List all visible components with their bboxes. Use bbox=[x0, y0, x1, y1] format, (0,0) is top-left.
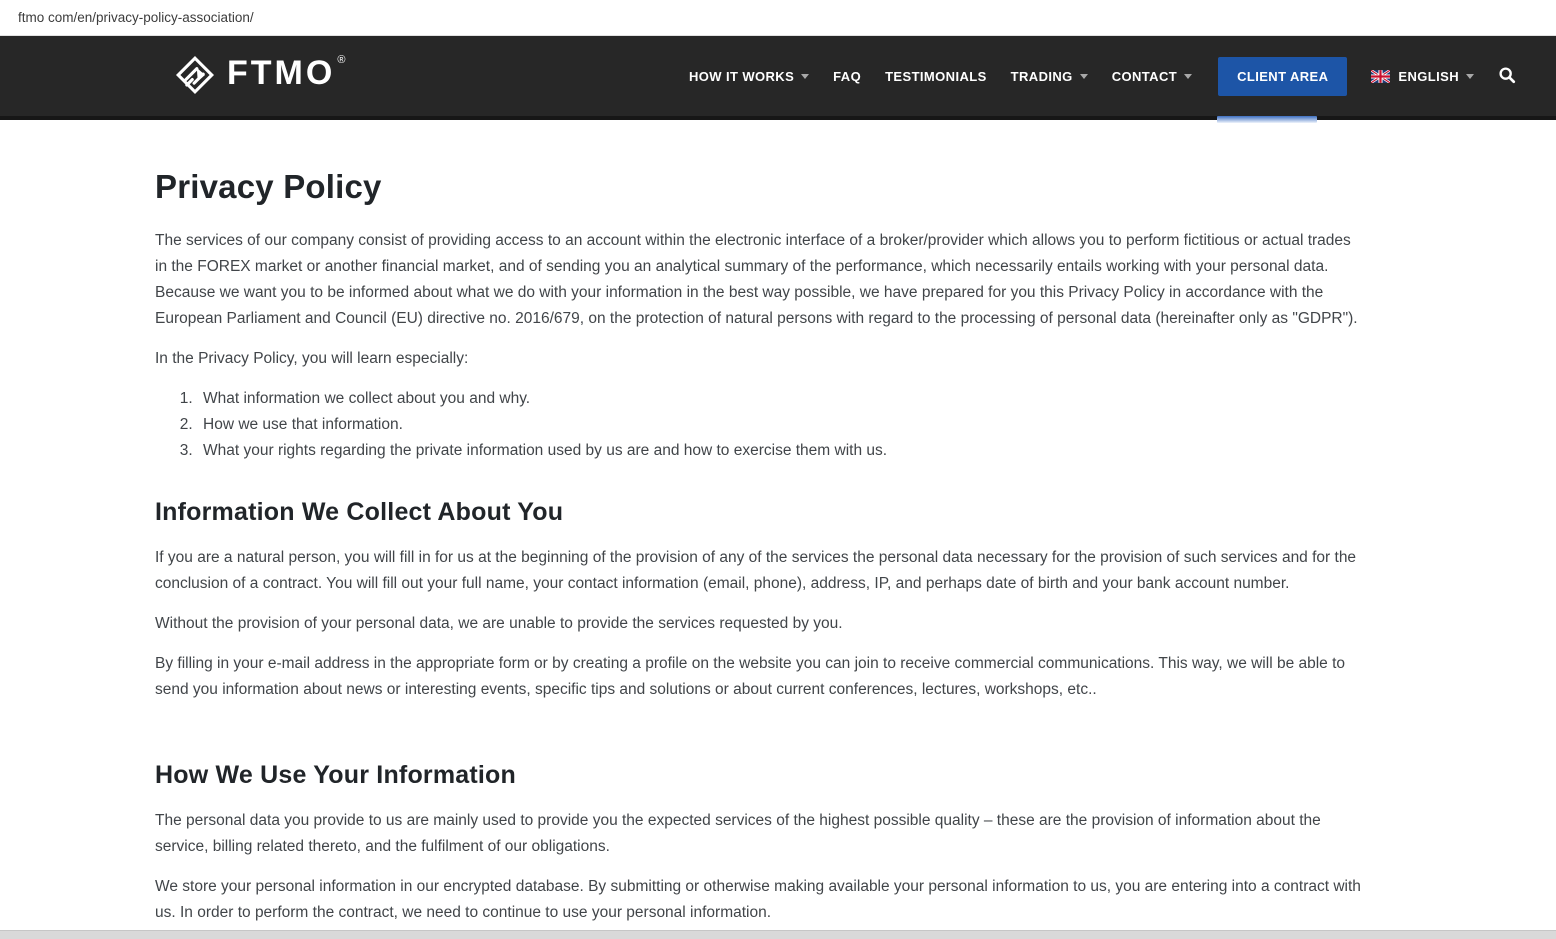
list-intro: In the Privacy Policy, you will learn especially: bbox=[155, 350, 469, 367]
section-paragraph: The personal data you provide to us are mainly used to provide you the expected services of the highest possible quality – these are the provision of information about the service, billing related thereto, and the fulfilment of our obligations. bbox=[155, 812, 1321, 855]
chevron-down-icon bbox=[1184, 74, 1192, 79]
nav-item-testimonials[interactable] bbox=[885, 69, 987, 84]
nav-item-label: HOW IT WORKS bbox=[688, 68, 795, 84]
nav-item-contact[interactable] bbox=[1112, 69, 1192, 84]
search-icon bbox=[1498, 66, 1516, 87]
list-item: 3. What your rights regarding the private information used by us are and how to exercise them with us. bbox=[197, 438, 1367, 464]
search-button[interactable] bbox=[1498, 66, 1516, 87]
list-item: 2. How we use that information. bbox=[197, 412, 1367, 438]
section-heading-how-we-use: How We Use Your Information bbox=[155, 761, 516, 789]
page-bottom-strip bbox=[0, 930, 1556, 939]
section-heading-information-we-collect: Information We Collect About You bbox=[155, 498, 564, 526]
page-url: ftmo com/en/privacy-policy-association/ bbox=[18, 10, 254, 25]
section-paragraph: If you are a natural person, you will fill in for us at the beginning of the provision of any of the services the personal data necessary for the provision of such services and for the conclusion of a contract. You will fill out your full name, your contact information (email, phone), address, IP, and perhaps date of birth and your bank account number. bbox=[155, 549, 1357, 592]
ftmo-logo-icon bbox=[175, 55, 215, 100]
registered-mark: ® bbox=[337, 53, 346, 66]
nav-item-label: FAQ bbox=[833, 68, 862, 84]
ftmo-logo[interactable] bbox=[175, 53, 345, 100]
uk-flag-icon bbox=[1371, 70, 1390, 83]
list-item: 1. What information we collect about you and why. bbox=[197, 386, 1367, 412]
language-dropdown-peek bbox=[1217, 116, 1317, 123]
main-navbar bbox=[0, 36, 1556, 120]
nav-item-faq[interactable] bbox=[833, 69, 861, 84]
chevron-down-icon bbox=[1080, 74, 1088, 79]
nav-item-label: TRADING bbox=[1010, 68, 1073, 84]
section-paragraph: We store your personal information in our encrypted database. By submitting or otherwise making available your personal information to us, you are entering into a contract with us. In order to perform the contract, we need to continue to use your personal information. bbox=[155, 878, 1361, 921]
nav-menu bbox=[689, 57, 1516, 96]
nav-item-label: CONTACT bbox=[1111, 68, 1178, 84]
nav-item-trading[interactable] bbox=[1011, 69, 1088, 84]
language-switcher[interactable] bbox=[1371, 69, 1474, 84]
policy-topics-list bbox=[155, 386, 1367, 464]
page-title: Privacy Policy bbox=[155, 168, 382, 205]
nav-item-how-it-works[interactable] bbox=[689, 69, 809, 84]
client-area-button[interactable]: CLIENT AREA bbox=[1218, 57, 1347, 96]
intro-paragraph: The services of our company consist of providing access to an account within the electronic interface of a broker/provider which allows you to perform fictitious or actual trades in the FOREX market or another financial market, and of sending you an analytical summary of the performance, which necessarily entails working with your personal data. Because we want you to be informed about what we do with your information in the best way possible, we have prepared for you this Privacy Policy in accordance with the European Parliament and Council (EU) directive no. 2016/679, on the protection of natural persons with regard to the processing of personal data (hereinafter only as "GDPR"). bbox=[155, 232, 1358, 327]
browser-url-bar[interactable] bbox=[0, 0, 1556, 36]
brand-name: FTMO bbox=[227, 53, 336, 92]
chevron-down-icon bbox=[1466, 74, 1474, 79]
nav-item-label: TESTIMONIALS bbox=[885, 68, 987, 84]
section-paragraph: By filling in your e-mail address in the appropriate form or by creating a profile on the website you can join to receive commercial communications. This way, we will be able to send you information about news or interesting events, specific tips and solutions or about current conferences, lectures, workshops, etc.. bbox=[155, 655, 1346, 698]
section-paragraph: Without the provision of your personal data, we are unable to provide the services requested by you. bbox=[155, 615, 843, 632]
privacy-policy-content bbox=[0, 120, 1370, 926]
language-label: ENGLISH bbox=[1398, 68, 1459, 84]
chevron-down-icon bbox=[801, 74, 809, 79]
